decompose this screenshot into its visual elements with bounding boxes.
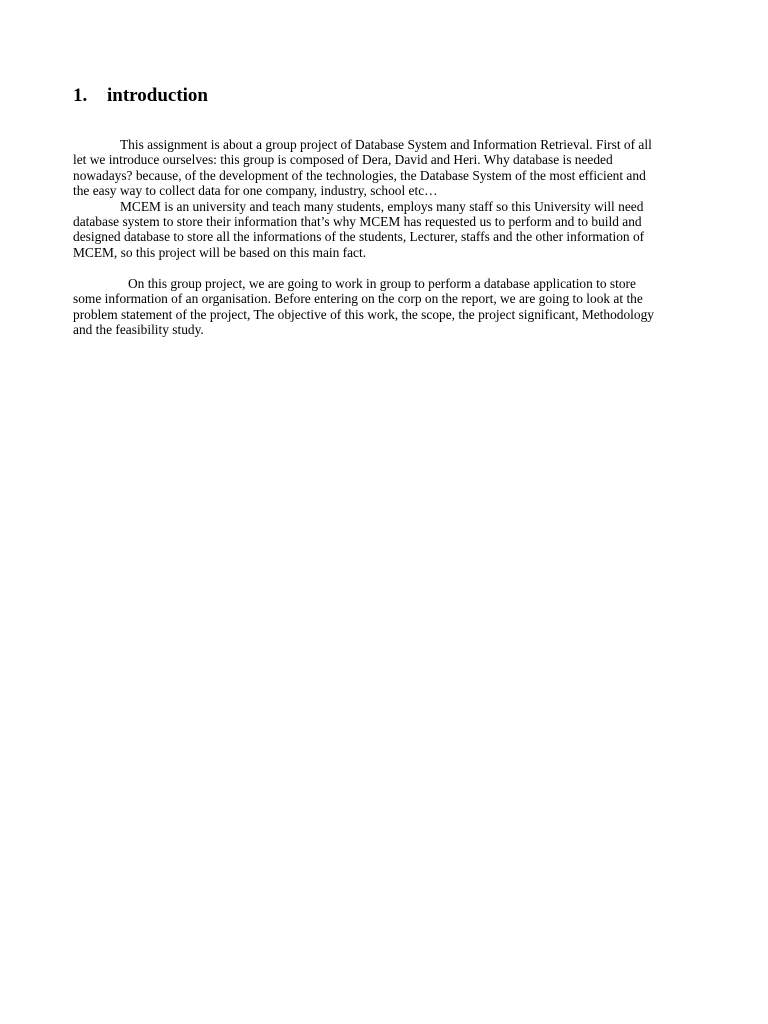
intro-text-block (73, 137, 695, 260)
section-title: introduction (107, 85, 209, 106)
paragraph-3-line-3: problem statement of the project, The objective of this work, the scope, the project significant, Methodology (73, 306, 654, 322)
paragraph-1-line-2: let we introduce ourselves: this group is composed of Dera, David and Heri. Why database is needed (73, 152, 613, 168)
paragraph-3-line-1: On this group project, we are going to work in group to perform a database application to store (128, 276, 636, 291)
paragraph-1-line-3: nowadays? because, of the development of the technologies, the Database System of the most efficient and (73, 167, 646, 183)
paragraph-3 (73, 276, 695, 338)
section-number: 1. (73, 85, 88, 106)
paragraph-2-line-3: designed database to store all the informations of the students, Lecturer, staffs and the other information of (73, 229, 645, 245)
paragraph-2-line-1: MCEM is an university and teach many students, employs many staff so this University will need (120, 198, 644, 214)
paragraph-1-line-1: This assignment is about a group project of Database System and Information Retrieval. First of all (120, 137, 652, 152)
paragraph-3-line-2: some information of an organisation. Before entering on the corp on the report, we are going to look at the (73, 291, 643, 307)
paragraph-2-line-2: database system to store their information that’s why MCEM has requested us to perform and to build and (73, 214, 642, 230)
paragraph-2 (73, 199, 695, 261)
paragraph-1-line-4: the easy way to collect data for one company, industry, school etc… (73, 183, 438, 199)
paragraph-2-line-4: MCEM, so this project will be based on this main fact. (73, 244, 367, 260)
paragraph-1 (73, 137, 695, 199)
paragraph-3-line-4: and the feasibility study. (73, 322, 204, 338)
section-heading (73, 84, 208, 108)
